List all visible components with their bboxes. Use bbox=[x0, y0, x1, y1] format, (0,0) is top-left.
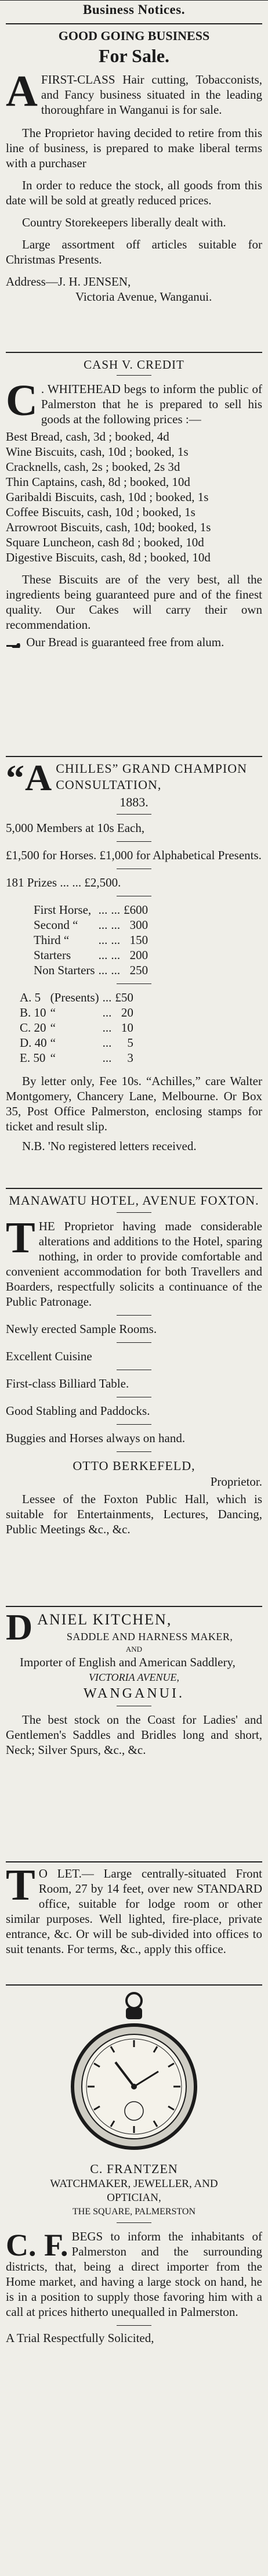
pocket-watch-icon bbox=[70, 1990, 198, 2157]
table-row: First Horse, ... ... £600 bbox=[34, 903, 149, 917]
ad5-loc2: WANGANUI. bbox=[84, 1686, 184, 1701]
ad4-title: MANAWATU HOTEL, AVENUE FOXTON. bbox=[9, 1193, 259, 1208]
ad7-p2: A Trial Respectfully Solicited, bbox=[6, 2331, 154, 2345]
ad1-p5: Large assortment off articles suitable for Christmas Presents. bbox=[6, 237, 262, 266]
price-row: Arrowroot Biscuits, cash, 10d; booked, 1s bbox=[6, 520, 211, 534]
ad1-p4: Country Storekeepers liberally dealt with. bbox=[22, 215, 226, 229]
divider bbox=[6, 1606, 262, 1607]
ad5-sub2: Importer of English and American Saddlery, bbox=[20, 1655, 236, 1669]
ad3-prizes-head: £1,500 for Horses. £1,000 for Alphabetical Presents. bbox=[6, 848, 262, 862]
alphabetical-prize-table bbox=[20, 990, 137, 1065]
ad7-p1: BEGS to inform the inhabitants of Palmerston and the surrounding districts, that, being a direct importer from the Home market, and having a large stock on hand, he is in a position to supply those favoring him with a call at prices hitherto unequalled in Palmerston. bbox=[6, 2229, 262, 2319]
ad3-p2: N.B. 'No registered letters received. bbox=[22, 1139, 197, 1153]
short-rule bbox=[117, 1451, 151, 1452]
ad2-p1: . WHITEHEAD begs to inform the public of Palmerston that he is prepared to sell his goods at the following prices :— bbox=[41, 382, 262, 426]
table-row: D. 40 “ ... 5 bbox=[20, 1036, 133, 1050]
table-row: Starters ... ... 200 bbox=[34, 948, 149, 962]
ad1-title: GOOD GOING BUSINESS bbox=[58, 28, 210, 43]
ad5-and: AND bbox=[125, 1645, 143, 1653]
ad4-l3: First-class Billiard Table. bbox=[6, 1377, 129, 1390]
ad-manawatu-hotel bbox=[6, 1184, 262, 1537]
ad1-p1: FIRST-CLASS Hair cutting, Tobacconists, and Fancy business situated in the leading thoroughfare in Wanganui is for sale. bbox=[41, 73, 262, 117]
ad2-p2: These Biscuits are of the very best, all the ingredients being guaranteed pure and of the finest quality. Our Cakes will carry their own recommendation. bbox=[6, 572, 262, 632]
ad3-prizes-line: 181 Prizes ... ... £2,500. bbox=[6, 876, 121, 889]
short-rule bbox=[117, 841, 151, 842]
ad2-p3-line bbox=[6, 635, 262, 650]
price-row: Best Bread, cash, 3d ; booked, 4d bbox=[6, 430, 169, 444]
price-row: Wine Biscuits, cash, 10d ; booked, 1s bbox=[6, 445, 189, 459]
short-rule bbox=[117, 2325, 151, 2326]
short-rule bbox=[117, 1315, 151, 1316]
short-rule bbox=[117, 1342, 151, 1343]
ad-cash-v-credit bbox=[6, 348, 262, 650]
ad1-address-sub: Victoria Avenue, Wanganui. bbox=[75, 290, 212, 304]
ad2-p3: Our Bread is guaranteed free from alum. bbox=[26, 635, 224, 649]
short-rule bbox=[117, 1212, 151, 1213]
ad5-p1: The best stock on the Coast for Ladies' and Gentlemen's Saddles and Bridles long and short, Neck; Silver Spurs, &c., &c. bbox=[6, 1713, 262, 1757]
table-row: A. 5 (Presents) ... £50 bbox=[20, 990, 133, 1004]
ad2-title: CASH V. CREDIT bbox=[84, 358, 184, 372]
ad4-intro bbox=[6, 1213, 262, 1309]
ad3-year: 1883. bbox=[119, 795, 149, 809]
ad4-l1: Newly erected Sample Rooms. bbox=[6, 1322, 157, 1336]
ad7-trade: WATCHMAKER, JEWELLER, AND OPTICIAN, bbox=[50, 2178, 218, 2204]
table-row: Second “ ... ... 300 bbox=[34, 918, 149, 932]
dropcap: A bbox=[6, 67, 38, 116]
short-rule bbox=[117, 1424, 151, 1425]
ad-good-going-business bbox=[6, 20, 262, 304]
ad6-body bbox=[6, 1861, 262, 1957]
price-row: Digestive Biscuits, cash, 8d ; booked, 10d bbox=[6, 550, 211, 564]
short-rule bbox=[117, 375, 151, 376]
table-row: Non Starters ... ... 250 bbox=[34, 963, 149, 977]
ad-achilles-consultation bbox=[6, 752, 262, 1154]
ad2-intro bbox=[6, 376, 262, 427]
ad3-title-block bbox=[6, 757, 262, 798]
dropcap: T bbox=[6, 1213, 35, 1262]
ad3-members: 5,000 Members at 10s Each, bbox=[6, 821, 145, 835]
short-rule bbox=[117, 983, 151, 984]
ad7-body bbox=[6, 2229, 262, 2319]
short-rule bbox=[117, 814, 151, 815]
ad3-p1: By letter only, Fee 10s. “Achilles,” care Walter Montgomery, Chancery Lane, Melbourne. Or Box 35, Post Office Palmerston, enclosing stamps for ticket and result slip. bbox=[6, 1074, 262, 1133]
ad1-intro bbox=[6, 67, 262, 117]
price-row: Square Luncheon, cash 8d ; booked, 10d bbox=[6, 535, 204, 549]
pointing-hand-icon bbox=[6, 639, 23, 648]
ad-daniel-kitchen bbox=[6, 1602, 262, 1757]
dropcap: “A bbox=[6, 757, 53, 798]
divider bbox=[6, 23, 262, 24]
ad4-owner-title: Proprietor. bbox=[210, 1475, 262, 1489]
ad5-sub1: SADDLE AND HARNESS MAKER, bbox=[66, 1631, 233, 1642]
ad7-address: THE SQUARE, PALMERSTON bbox=[72, 2207, 196, 2217]
price-row: Cracknells, cash, 2s ; booked, 2s 3d bbox=[6, 460, 180, 474]
divider bbox=[6, 1188, 262, 1189]
ad-to-let bbox=[6, 1858, 262, 1957]
table-row: E. 50 “ ... 3 bbox=[20, 1051, 133, 1065]
divider bbox=[6, 352, 262, 353]
ad1-subtitle: For Sale. bbox=[98, 45, 170, 66]
price-row: Coffee Biscuits, cash, 10d ; booked, 1s bbox=[6, 505, 195, 519]
dropcap: C. F. bbox=[6, 2228, 68, 2262]
price-row: Garibaldi Biscuits, cash, 10d ; booked, 1s bbox=[6, 490, 209, 504]
ad4-owner: OTTO BERKEFELD, bbox=[73, 1458, 195, 1473]
short-rule bbox=[117, 2222, 151, 2223]
ad1-address: Address—J. H. JENSEN, bbox=[6, 275, 131, 289]
ad3-title: CHILLES” GRAND CHAMPION CONSULTATION, bbox=[56, 761, 247, 792]
table-row: C. 20 “ ... 10 bbox=[20, 1021, 133, 1035]
ad4-l5: Buggies and Horses always on hand. bbox=[6, 1431, 186, 1445]
dropcap: T bbox=[6, 1861, 35, 1910]
price-row: Thin Captains, cash, 8d ; booked, 10d bbox=[6, 475, 190, 489]
ad7-name: C. FRANTZEN bbox=[90, 2161, 178, 2176]
table-row: B. 10 “ ... 20 bbox=[20, 1006, 133, 1019]
price-list bbox=[6, 429, 262, 565]
ad5-title: ANIEL KITCHEN, bbox=[37, 1611, 172, 1628]
horse-prize-table bbox=[34, 902, 151, 978]
ad5-loc1: VICTORIA AVENUE, bbox=[88, 1671, 180, 1683]
ad4-l4: Good Stabling and Paddocks. bbox=[6, 1404, 150, 1418]
divider bbox=[6, 1861, 262, 1862]
ad1-p2: The Proprietor having decided to retire from this line of business, is prepared to make liberal terms with a purchaser bbox=[6, 126, 262, 170]
ad4-p1: HE Proprietor having made considerable alterations and additions to the Hotel, sparing nothing, in order to provide comfortable and convenient accommodation for both Travellers and Boarders, respectfully solicits a continuance of the Public Patronage. bbox=[6, 1219, 262, 1309]
table-row: Third “ ... ... 150 bbox=[34, 933, 149, 947]
ad4-l2: Excellent Cuisine bbox=[6, 1349, 92, 1363]
ad6-p1: O LET.— Large centrally-situated Front Room, 27 by 14 feet, over new STANDARD office, suitable for lodge room or other similar purposes. Well lighted, fire-place, private entrance, &c. Or will be sub-divided into offices to suit tenants. For terms, &c., apply this office. bbox=[6, 1867, 262, 1956]
ad-frantzen-watchmaker bbox=[6, 1981, 262, 2346]
ad4-p2: Lessee of the Foxton Public Hall, which is suitable for Entertainments, Lectures, Dancing, Public Meetings &c., &c. bbox=[6, 1492, 262, 1536]
page-title: Business Notices. bbox=[83, 2, 185, 17]
dropcap: D bbox=[6, 1606, 34, 1648]
divider bbox=[6, 1984, 262, 1986]
ad1-p3: In order to reduce the stock, all goods from this date will be sold at greatly reduced prices. bbox=[6, 178, 262, 207]
top-rule bbox=[0, 0, 268, 1]
dropcap: C bbox=[6, 376, 38, 425]
